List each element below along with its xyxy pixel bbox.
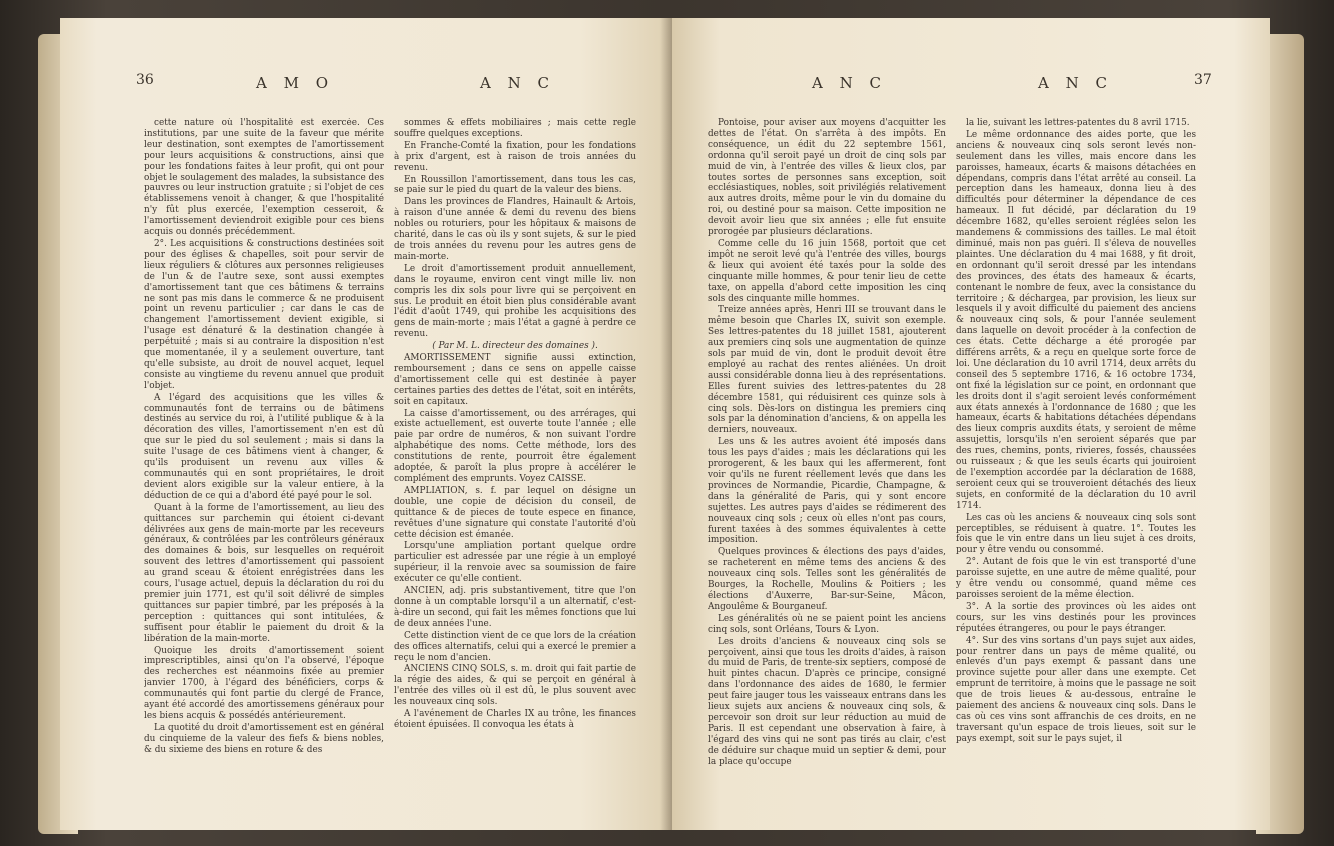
paragraph: Dans les provinces de Flandres, Hainault & Artois, à raison d'une année & demi du revenu des biens nobles ou roturiers, pour les hôpitaux & maisons de charité, dans le cas où ils y sont sujets, & sur le pied de trois années du revenu pour les autres gens de main-morte. <box>394 197 636 262</box>
left-running-head-center: A N C <box>480 74 555 92</box>
right-column-2 <box>956 118 1196 818</box>
paragraph: Comme celle du 16 juin 1568, portoit que cet impôt ne seroit levé qu'à l'entrée des villes, bourgs & lieux qui avoient été taxés pour la solde des cinquante mille hommes, & pour tenir lieu de cette taxe, on appella d'abord cette imposition les cinq sols des cinquante mille hommes. <box>708 238 946 304</box>
paragraph: AMORTISSEMENT signifie aussi extinction, remboursement ; dans ce sens on appelle caisse d'amortissement celle qui est destinée à payer certaines parties des dettes de l'état, soit en intérêts, soit en capitaux. <box>394 353 636 407</box>
right-running-head-center: A N C <box>1038 74 1113 92</box>
paragraph: A l'avénement de Charles IX au trône, les finances étoient épuisées. Il convoqua les états à <box>394 709 636 730</box>
left-page <box>60 18 672 830</box>
paragraph: ANCIEN, adj. pris substantivement, titre que l'on donne à un comptable lorsqu'il a un alternatif, c'est-à-dire un second, qui fait les mêmes fonctions que lui de deux années l'une. <box>394 586 636 629</box>
paragraph: Les cas où les anciens & nouveaux cinq sols sont perceptibles, se réduisent à quatre. 1°. Toutes les fois que le vin entre dans un lieu sujet à ces droits, pour y être vendu ou consommé. <box>956 512 1196 556</box>
paragraph: Pontoise, pour aviser aux moyens d'acquitter les dettes de l'état. On s'arrêta à des impôts. En conséquence, un édit du 22 septembre 1561, ordonna qu'il seroit payé un droit de cinq sols par muid de vin, à l'entrée des villes & lieux clos, par toutes sortes de personnes sans exception, soit ecclésiastiques, nobles, soit privilégiés relativement aux autres droits, même pour le vin du domaine du roi, ou destiné pour sa maison. Cette imposition ne devoit avoir lieu que six années ; elle fut ensuite prorogée par plusieurs déclarations. <box>708 118 946 238</box>
right-running-head: A N C <box>812 74 887 92</box>
paragraph: 4°. Sur des vins sortans d'un pays sujet aux aides, pour rentrer dans un pays de même qualité, ou enlevés d'un pays exempt & passant dans une province sujette pour aller dans une exempte. Cet emprunt de territoire, à moins que le passage ne soit que de trois lieues & au-dessous, entraîne le paiement des anciens & nouveaux cinq sols. Dans le cas où ces vins sont affranchis de ces droits, en ne traversant qu'un espace de trois lieues, soit sur le pays exempt, soit sur le pays sujet, il <box>956 635 1196 744</box>
paragraph: 3°. A la sortie des provinces où les aides ont cours, sur les vins destinés pour les provinces réputées étrangeres, ou pour le pays étranger. <box>956 601 1196 634</box>
paragraph: AMPLIATION, s. f. par lequel on désigne un double, une copie de décision du conseil, de quittance & de pieces de toute espece en finance, revêtues d'une signature qui constate l'autorité d'où cette décision est émanée. <box>394 485 636 540</box>
paragraph: Quant à la forme de l'amortissement, au lieu des quittances sur parchemin qui étoient ci-devant délivrées aux gens de main-morte par les receveurs généraux, & contrôlées par les contrôleurs généraux des domaines & bois, sur lesquelles on requéroit souvent des lettres d'amortissement qui passoient au grand sceau & étoient enrégistrées dans les cours, l'usage actuel, depuis la déclaration du roi du premier juin 1771, est qu'il soit délivré de simples quittances sur papier timbré, par les préposés à la perception : quittances qui sont intitulées, & suffisent pour établir le paiement du droit & la libération de la main-morte. <box>144 502 384 644</box>
left-column-2 <box>394 118 636 818</box>
right-page-number: 37 <box>1194 72 1212 88</box>
paragraph: sommes & effets mobiliaires ; mais cette regle souffre quelques exceptions. <box>394 118 636 139</box>
paragraph: 2°. Les acquisitions & constructions destinées soit pour des églises & chapelles, soit pour servir de lieux réguliers & clôtures aux personnes religieuses de l'un & de l'autre sexe, sont aussi exemptes d'amortissement tant que ces bâtimens & terrains ne sont pas mis dans le commerce & ne produisent point un revenu particulier ; car dans le cas de changement l'amortissement devient exigible, si l'usage est dénaturé & la destination changée à perpétuité ; mais si au contraire la disposition n'est que momentanée, il y a seulement ouverture, tant qu'elle subsiste, au droit de nouvel acquet, lequel consiste au vingtieme du revenu annuel que produit l'objet. <box>144 238 384 391</box>
left-page-number: 36 <box>136 72 154 88</box>
paragraph: En Franche-Comté la fixation, pour les fondations à prix d'argent, est à raison de trois années du revenu. <box>394 140 636 173</box>
paragraph: la lie, suivant les lettres-patentes du 8 avril 1715. <box>966 118 1190 128</box>
paragraph: cette nature où l'hospitalité est exercée. Ces institutions, par une suite de la faveur que mérite leur destination, sont exemptes de l'amortissement pour leurs acquisitions & constructions, ainsi que pour les fondations faites à leur profit, qui ont pour objet le soulagement des malades, la subsistance des pauvres ou leur instruction gratuite ; si l'objet de ces établissemens venoit à changer, & que l'hospitalité n'y fût plus exercée, l'exemption cesseroit, & l'amortissement deviendroit exigible pour ces biens acquis ou donnés précédemment. <box>144 118 384 238</box>
paragraph: Le droit d'amortissement produit annuellement, dans le royaume, environ cent vingt mille liv. non compris les dix sols pour livre qui se perçoivent en sus. Le produit en étoit bien plus considérable avant l'édit d'août 1749, qui prohibe les acquisitions des gens de main-morte ; mais l'état a gagné à perdre ce revenu. <box>394 263 636 340</box>
right-column-1 <box>708 118 946 818</box>
paragraph: Les généralités où ne se paient point les anciens cinq sols, sont Orléans, Tours & Lyon. <box>708 613 946 635</box>
paragraph: ANCIENS CINQ SOLS, s. m. droit qui fait partie de la régie des aides, & qui se perçoit en général à l'entrée des villes où il est dû, le plus souvent avec les nouveaux cinq sols. <box>394 664 636 708</box>
paragraph: En Roussillon l'amortissement, dans tous les cas, se paie sur le pied du quart de la valeur des biens. <box>394 174 636 196</box>
left-column-1 <box>144 118 384 818</box>
left-running-head: A M O <box>256 74 335 92</box>
paragraph: Quoique les droits d'amortissement soient imprescriptibles, ainsi qu'on l'a observé, l'époque des recherches est néanmoins fixée au premier janvier 1700, à l'égard des bénéficiers, corps & communautés qui font partie du clergé de France, ayant été accordé des amortissemens généraux pour les biens acquis & possédés antérieurement. <box>144 645 384 721</box>
paragraph: Les uns & les autres avoient été imposés dans tous les pays d'aides ; mais les déclarations qui les prorogerent, & les baux qui les affermerent, font voir qu'ils ne furent réellement levés que dans les provinces de Normandie, Picardie, Champagne, & dans la généralité de Paris, qui y sont encore sujettes. Les autres pays d'aides se rédimerent des nouveaux cinq sols ; ceux où elles n'ont pas cours, furent taxées à des sommes équivalentes à cette imposition. <box>708 437 946 546</box>
paragraph: Lorsqu'une ampliation portant quelque ordre particulier est adressée par une régie à un employé supérieur, il la renvoie avec sa soumission de faire exécuter ce qu'elle contient. <box>394 541 636 585</box>
paragraph: La quotité du droit d'amortissement est en général du cinquieme de la valeur des fiefs & biens nobles, & du sixieme des biens en roture & des <box>144 722 384 755</box>
paragraph: Les droits d'anciens & nouveaux cinq sols se perçoivent, ainsi que tous les droits d'aides, à raison du muid de Paris, de trente-six septiers, composé de huit pintes chacun. D'après ce principe, consigné dans l'ordonnance des aides de 1680, le fermier peut faire jauger tous les vaisseaux entrans dans les lieux sujets aux anciens & nouveaux cinq sols, & percevoir son droit sur leur réduction au muid de Paris. Il est cependant une observation à faire, à l'égard des vins qui ne sont pas tirés au clair, c'est de déduire sur chaque muid un septier & demi, pour la place qu'occupe <box>708 636 946 767</box>
paragraph: 2°. Autant de fois que le vin est transporté d'une paroisse sujette, en une autre de même qualité, pour y être vendu ou consommé, quand même ces paroisses seroient de la même élection. <box>956 557 1196 600</box>
paragraph: A l'égard des acquisitions que les villes & communautés font de terrains ou de bâtimens destinés au service du roi, à l'utilité publique & à la décoration des villes, l'amortissement n'en est dû que sur le pied du sol seulement ; mais si dans la suite l'usage de ces bâtimens vient à changer, & qu'ils produisent un revenu aux villes & communautés qui en sont propriétaires, le droit devient alors exigible sur la valeur entiere, à la déduction de ce qui a d'abord été payé pour le sol. <box>144 392 384 501</box>
paragraph: Le même ordonnance des aides porte, que les anciens & nouveaux cinq sols seront levés non-seulement dans les villes, mais encore dans les paroisses, hameaux, écarts & maisons détachées en dépendans, compris dans l'état arrêté au conseil. La perception dans les hameaux, donna lieu à des difficultés pour déterminer la dépendance de ces hameaux. Il fut décidé, par déclaration du 19 décembre 1682, qu'elles seroient réglées selon les mandemens & commissions des tailles. Le mal étoit diminué, mais non pas guéri. Il s'éleva de nouvelles plaintes. Une déclaration du 4 mai 1688, y fit droit, en ordonnant qu'il seroit dressé par les intendans des provinces, des états des hameaux & écarts, contenant le nombre de feux, avec la consistance du territoire ; & déchargea, par provision, les lieux sur lesquels il y avoit difficulté du paiement des anciens & nouveaux cinq sols, & pour l'année seulement dans laquelle on devoit procéder à la confection de ces états. Cette décharge a été prorogée par différens arrêts, & a reçu en quelque sorte force de loi. Une déclaration du 10 avril 1714, deux arrêts du conseil des 5 septembre 1716, & 16 octobre 1734, ont fixé la législation sur ce point, en ordonnant que les droits dont il s'agit seroient levés conformément aux états annexés à l'ordonnance de 1680 ; que les hameaux, écarts & habitations détachées dépendans des lieux compris auxdits états, y seroient de même assujettis, lorsqu'ils n'en seroient séparés que par des rues, chemins, ponts, rivieres, fossés, chaussées ou ruisseaux ; & que les seuls écarts qui jouiroient de l'exemption accordée par la déclaration de 1688, seroient ceux qui se trouveroient détachés des lieux sujets, en conformité de la déclaration du 10 avril 1714. <box>956 129 1196 511</box>
paragraph: La caisse d'amortissement, ou des arrérages, qui existe actuellement, est ouverte toute l'année ; elle paie par ordre de numéros, & non suivant l'ordre alphabétique des noms. Cette méthode, lors des constitutions de rente, pourroit être également adoptée, & paroît la plus propre à accélérer le complément des emprunts. Voyez CAISSE. <box>394 408 636 484</box>
paragraph: Treize années après, Henri III se trouvant dans le même besoin que Charles IX, suivit son exemple. Ses lettres-patentes du 18 juillet 1581, ajouterent aux premiers cinq sols une augmentation de quinze sols par muid de vin, dont le produit devoit être employé au rachat des rentes aliénées. Un droit aussi considérable donna lieu à des représentations. Elles furent suivies des lettres-patentes du 28 décembre 1581, qui réduisirent ces quinze sols à cinq sols. Dès-lors on distingua les premiers cinq sols par la dénomination d'anciens, & on appella les derniers, nouveaux. <box>708 305 946 436</box>
paragraph: ( Par M. L. directeur des domaines ). <box>432 341 598 352</box>
paragraph: Cette distinction vient de ce que lors de la création des offices alternatifs, celui qui a exercé le premier a reçu le nom d'ancien. <box>394 630 636 663</box>
right-page <box>672 18 1270 830</box>
paragraph: Quelques provinces & élections des pays d'aides, se racheterent en même tems des anciens & des nouveaux cinq sols. Telles sont les généralités de Bourges, la Rochelle, Moulins & Poitiers ; les élections d'Auxerre, Bar-sur-Seine, Mâcon, Angoulême & Bourganeuf. <box>708 547 946 612</box>
